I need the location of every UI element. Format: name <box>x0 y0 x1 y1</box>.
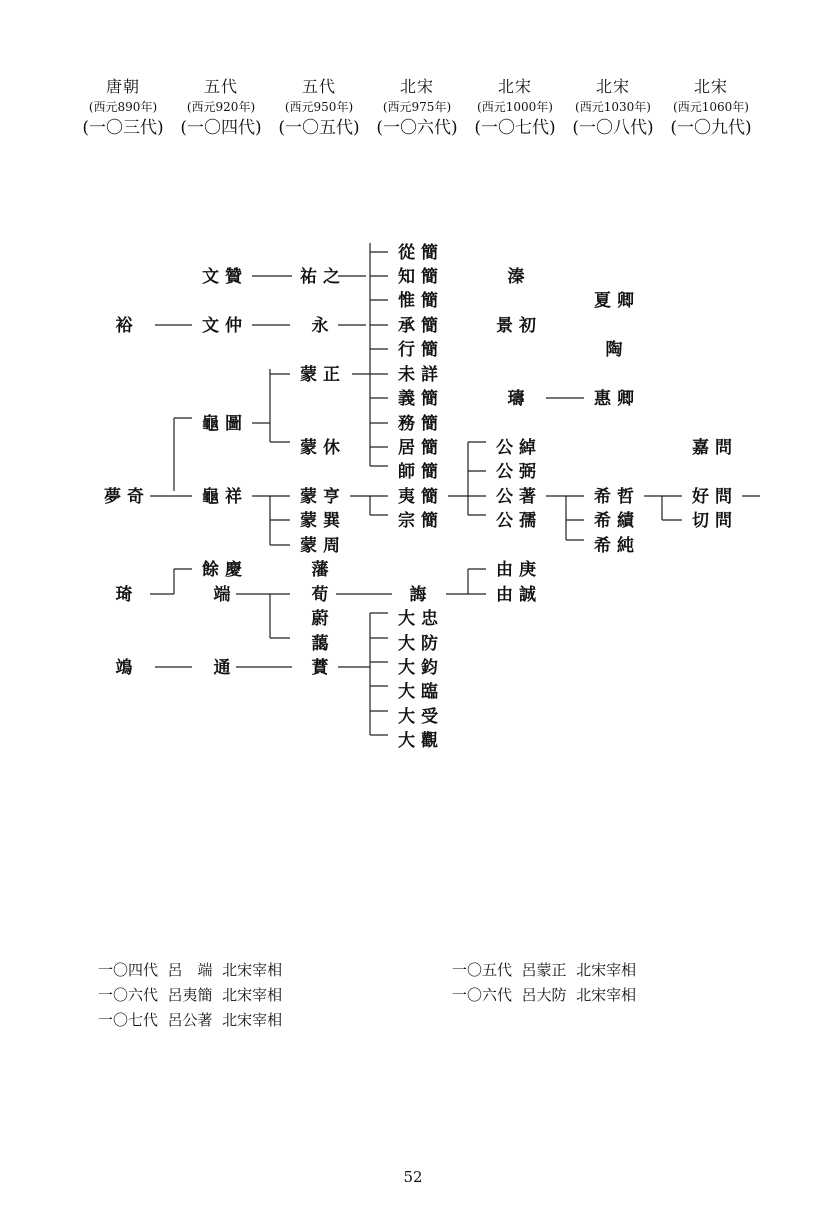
person-name: 鴗 <box>115 658 133 678</box>
person-name: 義 簡 <box>398 389 438 409</box>
person-name: 惠 卿 <box>594 389 634 409</box>
era-generation: (一〇五代) <box>278 118 360 138</box>
person-name: 文 贊 <box>202 267 242 287</box>
note-line: 一〇四代 呂 端 北宋宰相 <box>98 961 283 979</box>
tree-names <box>104 242 732 751</box>
person-name: 大 受 <box>398 707 438 727</box>
person-name: 璹 <box>507 389 525 409</box>
person-name: 景 初 <box>496 316 536 336</box>
person-name: 蔚 <box>311 609 329 629</box>
era-generation: (一〇六代) <box>376 118 458 138</box>
era-year: (西元920年) <box>186 100 256 114</box>
person-name: 琦 <box>115 585 133 605</box>
person-name: 居 簡 <box>398 438 438 458</box>
person-name: 公 弼 <box>496 462 536 482</box>
person-name: 切 問 <box>692 511 732 531</box>
person-name: 端 <box>213 585 231 605</box>
person-name: 藩 <box>311 560 329 580</box>
person-name: 蒙 休 <box>300 438 340 458</box>
person-name: 從 簡 <box>398 243 438 263</box>
era-generation: (一〇七代) <box>474 118 556 138</box>
era-generation: (一〇八代) <box>572 118 654 138</box>
person-name: 承 簡 <box>398 316 438 336</box>
person-name: 大 鈞 <box>398 658 438 678</box>
person-name: 惟 簡 <box>398 291 438 311</box>
person-name: 夷 簡 <box>398 487 438 507</box>
person-name: 夢 奇 <box>104 487 144 507</box>
note-line: 一〇六代 呂夷簡 北宋宰相 <box>98 986 283 1004</box>
note-line: 一〇六代 呂大防 北宋宰相 <box>452 986 637 1004</box>
person-name: 公 著 <box>496 487 536 507</box>
person-name: 行 簡 <box>398 340 438 360</box>
person-name: 希 純 <box>594 536 634 556</box>
era-year: (西元975年) <box>382 100 452 114</box>
note-line: 一〇五代 呂蒙正 北宋宰相 <box>452 961 637 979</box>
person-name: 大 防 <box>398 634 438 654</box>
person-name: 由 誠 <box>496 585 536 605</box>
person-name: 大 忠 <box>398 609 438 629</box>
person-name: 大 觀 <box>398 731 438 751</box>
person-name: 蕡 <box>311 658 329 678</box>
era-dynasty: 北宋 <box>497 77 532 96</box>
person-name: 荀 <box>311 585 329 605</box>
era-year: (西元890年) <box>88 100 158 114</box>
era-dynasty: 五代 <box>301 77 336 96</box>
person-name: 龜 祥 <box>202 487 242 507</box>
person-name: 嘉 問 <box>692 438 732 458</box>
person-name: 宗 簡 <box>398 511 438 531</box>
person-name: 希 哲 <box>594 487 634 507</box>
page-number: 52 <box>403 1168 423 1186</box>
person-name: 蒙 正 <box>300 365 340 385</box>
era-dynasty: 五代 <box>203 77 238 96</box>
person-name: 夏 卿 <box>594 291 634 311</box>
person-name: 祐 之 <box>300 267 340 287</box>
note-line: 一〇七代 呂公著 北宋宰相 <box>98 1011 283 1029</box>
person-name: 誨 <box>409 585 427 605</box>
person-name: 蒙 周 <box>300 536 340 556</box>
person-name: 文 仲 <box>202 316 242 336</box>
era-dynasty: 北宋 <box>399 77 434 96</box>
person-name: 陶 <box>605 340 623 360</box>
person-name: 藹 <box>311 634 329 654</box>
era-year: (西元1000年) <box>477 100 553 114</box>
person-name: 裕 <box>115 316 133 336</box>
person-name: 師 簡 <box>398 462 438 482</box>
notes-left <box>98 958 282 1033</box>
era-dynasty: 北宋 <box>693 77 728 96</box>
era-generation: (一〇四代) <box>180 118 262 138</box>
person-name: 公 孺 <box>496 511 536 531</box>
person-name: 公 綽 <box>496 438 536 458</box>
person-name: 未 詳 <box>398 365 438 385</box>
person-name: 永 <box>311 316 329 336</box>
era-generation: (一〇三代) <box>82 118 164 138</box>
person-name: 大 臨 <box>398 682 438 702</box>
person-name: 蒙 巽 <box>300 511 340 531</box>
era-dynasty: 唐朝 <box>105 77 140 96</box>
person-name: 龜 圖 <box>202 414 242 434</box>
person-name: 通 <box>213 658 231 678</box>
era-dynasty: 北宋 <box>595 77 630 96</box>
era-year: (西元950年) <box>284 100 354 114</box>
person-name: 務 簡 <box>398 414 438 434</box>
era-year: (西元1030年) <box>575 100 651 114</box>
person-name: 蒙 亨 <box>300 487 340 507</box>
person-name: 好 問 <box>692 487 732 507</box>
person-name: 由 庚 <box>496 560 536 580</box>
person-name: 希 績 <box>594 511 634 531</box>
person-name: 知 簡 <box>398 267 438 287</box>
era-year: (西元1060年) <box>673 100 749 114</box>
person-name: 溱 <box>507 267 525 287</box>
person-name: 餘 慶 <box>202 560 242 580</box>
notes-right <box>452 958 636 1008</box>
era-generation: (一〇九代) <box>670 118 752 138</box>
